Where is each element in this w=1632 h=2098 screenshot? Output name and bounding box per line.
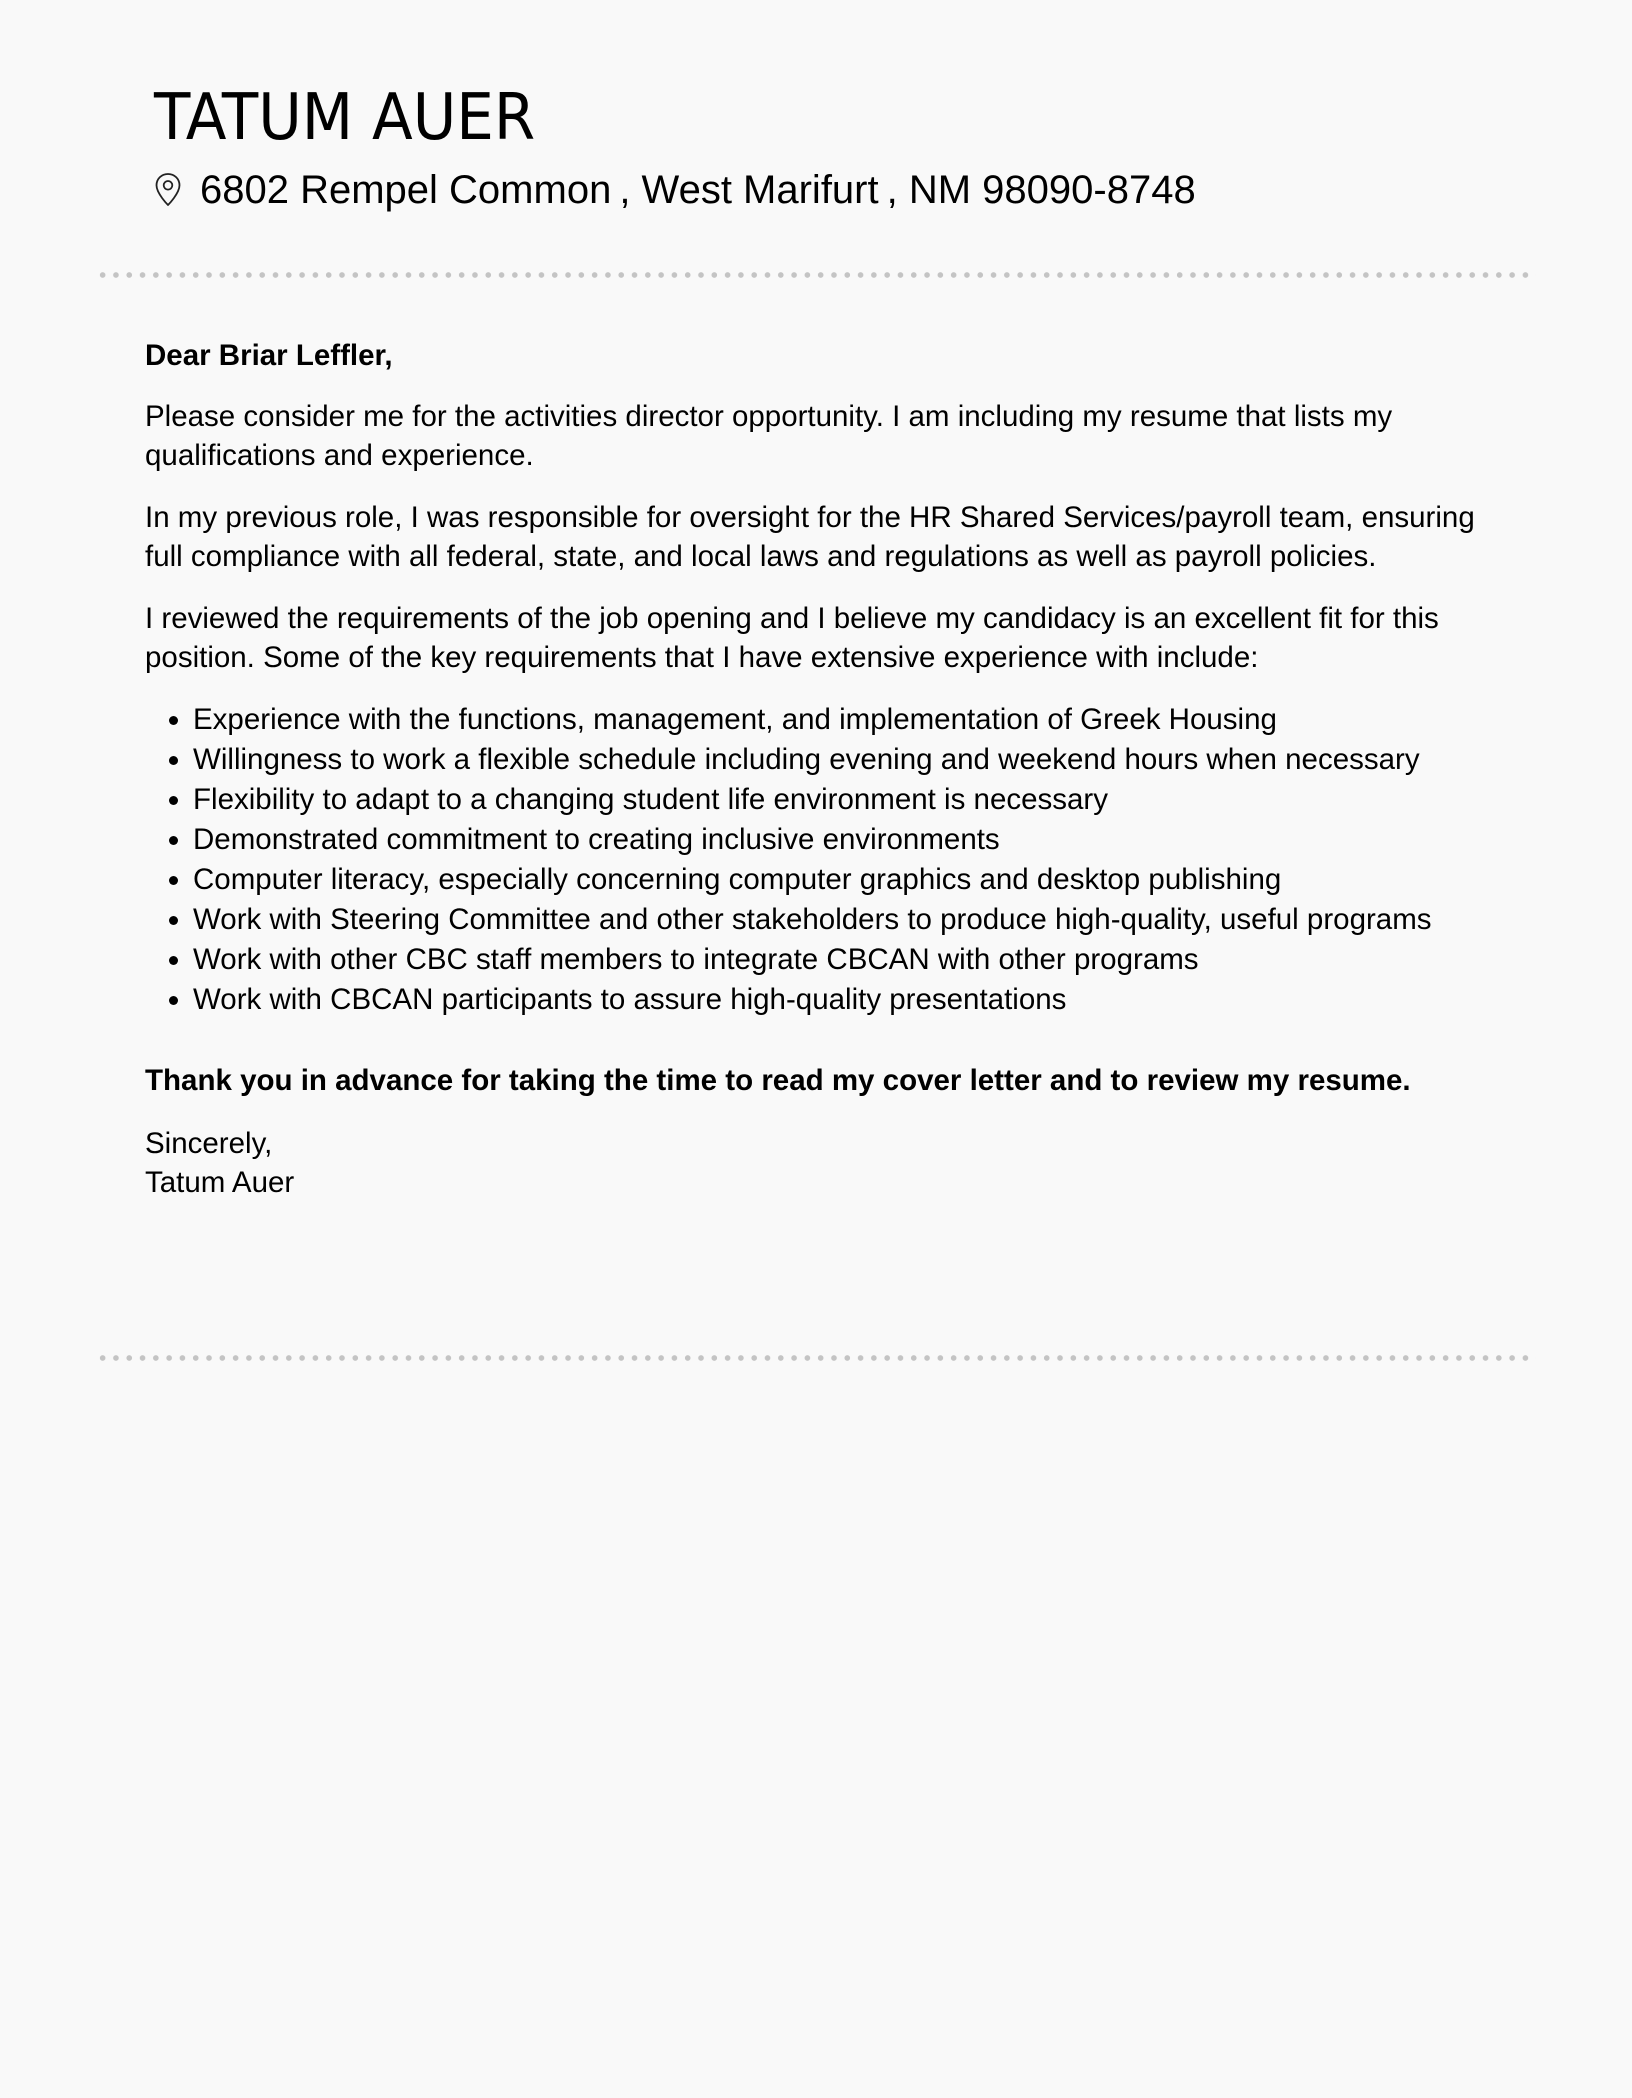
list-item: • Experience with the functions, management, and implementation of Greek Housing — [193, 700, 1485, 739]
letter-body — [145, 336, 1485, 1202]
list-item: • Demonstrated commitment to creating inclusive environments — [193, 820, 1485, 859]
applicant-name: TATUM AUER — [154, 81, 536, 155]
map-pin-icon — [154, 172, 182, 208]
address-row — [154, 162, 1196, 218]
paragraph-intro: Please consider me for the activities director opportunity. I am including my resume that lists my qualifications and experience. — [145, 400, 1393, 472]
list-item: • Computer literacy, especially concerning computer graphics and desktop publishing — [193, 860, 1485, 899]
list-item: • Flexibility to adapt to a changing student life environment is necessary — [193, 780, 1485, 819]
signoff-text: Sincerely, — [145, 1127, 273, 1160]
bottom-divider — [96, 1355, 1536, 1361]
list-item: • Work with Steering Committee and other stakeholders to produce high-quality, useful programs — [193, 900, 1485, 939]
paragraph-requirements: I reviewed the requirements of the job opening and I believe my candidacy is an excellent fit for this position. Some of the key requirements that I have extensive experience with include: — [145, 602, 1439, 674]
signoff — [145, 1124, 1485, 1202]
closing-statement: Thank you in advance for taking the time to read my cover letter and to review my resume. — [145, 1064, 1411, 1097]
paragraph-experience: In my previous role, I was responsible for oversight for the HR Shared Services/payroll team, ensuring full compliance with all federal, state, and local laws and regulations as well as payroll policies. — [145, 501, 1475, 573]
list-item: • Willingness to work a flexible schedule including evening and weekend hours when necessary — [193, 740, 1485, 779]
list-item: • Work with other CBC staff members to integrate CBCAN with other programs — [193, 940, 1485, 979]
requirements-list — [145, 700, 1485, 1019]
salutation: Dear Briar Leffler, — [145, 339, 393, 372]
applicant-address: 6802 Rempel Common , West Marifurt , NM 98090-8748 — [200, 168, 1196, 212]
letter-header — [154, 80, 1196, 218]
list-item: • Work with CBCAN participants to assure high-quality presentations — [193, 980, 1485, 1019]
top-divider — [96, 272, 1536, 278]
signature-name: Tatum Auer — [145, 1166, 295, 1199]
